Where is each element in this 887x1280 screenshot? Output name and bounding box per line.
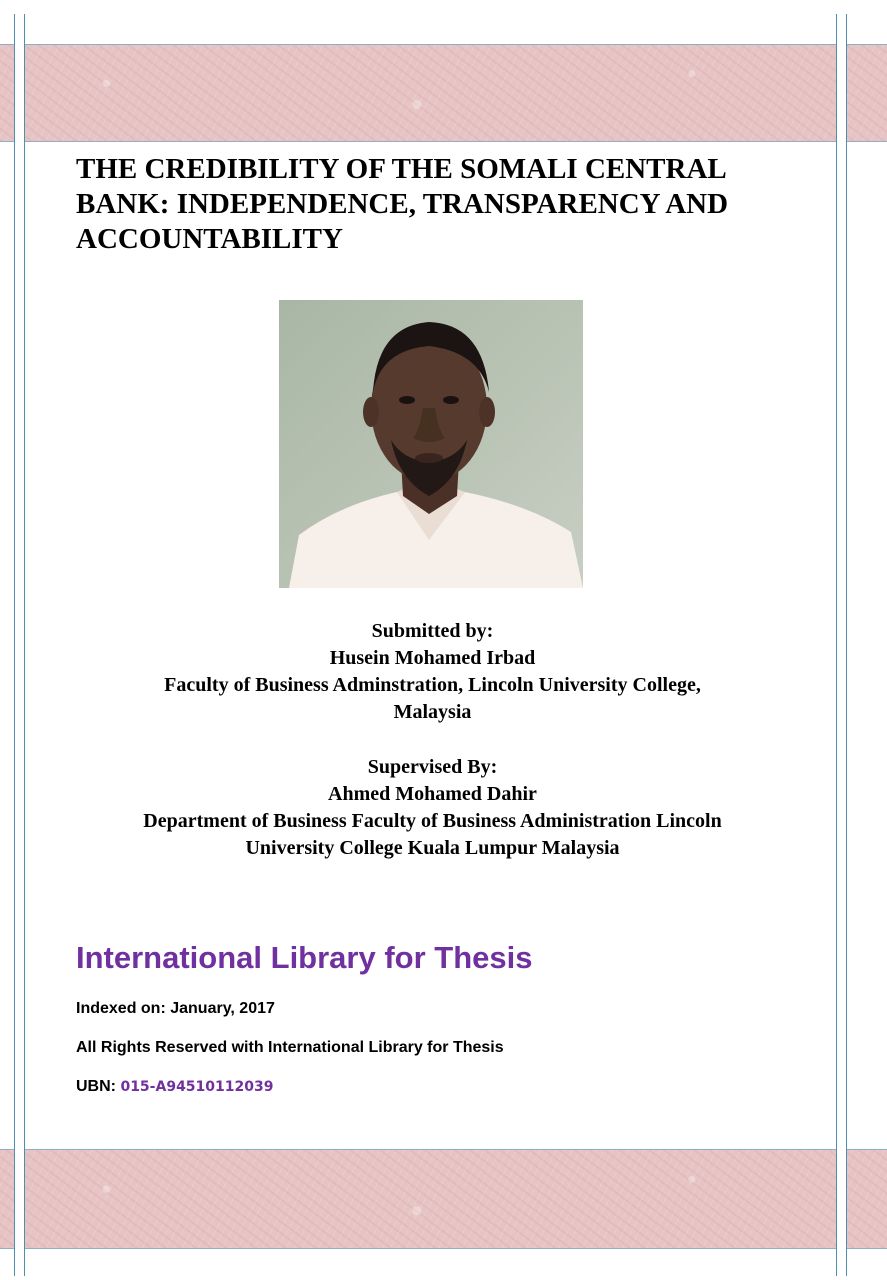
author-affiliation-line2: Malaysia <box>393 701 472 723</box>
supervised-by-block <box>60 754 805 862</box>
submitted-by-block <box>60 618 805 726</box>
supervisor-affiliation-line2: University College Kuala Lumpur Malaysia <box>245 837 620 859</box>
supervisor-name: Ahmed Mohamed Dahir <box>328 783 537 805</box>
ubn-line <box>76 1078 273 1096</box>
indexed-date: Indexed on: January, 2017 <box>76 1000 275 1017</box>
author-name: Husein Mohamed Irbad <box>329 647 536 669</box>
author-affiliation-line1: Faculty of Business Adminstration, Lincoln University College, <box>164 674 701 696</box>
rights-statement: All Rights Reserved with International Library for Thesis <box>76 1039 504 1056</box>
ubn-label: UBN <box>76 1078 111 1095</box>
ubn-separator: : <box>110 1078 116 1095</box>
author-photo <box>279 300 583 588</box>
supervised-by-label: Supervised By: <box>367 756 498 778</box>
left-frame-border <box>14 14 25 1276</box>
bottom-decorative-band <box>0 1149 887 1249</box>
thesis-title: THE CREDIBILITY OF THE SOMALI CENTRAL BANK: INDEPENDENCE, TRANSPARENCY AND ACCOUNTABILITY <box>76 153 729 255</box>
ubn-value: 015-A94510112039 <box>120 1079 274 1095</box>
supervisor-affiliation-line1: Department of Business Faculty of Business Administration Lincoln <box>143 810 722 832</box>
library-title: International Library for Thesis <box>76 940 533 975</box>
right-frame-border <box>836 14 847 1276</box>
top-decorative-band <box>0 44 887 142</box>
submitted-by-label: Submitted by: <box>371 620 494 642</box>
author-portrait-illustration <box>279 300 583 588</box>
